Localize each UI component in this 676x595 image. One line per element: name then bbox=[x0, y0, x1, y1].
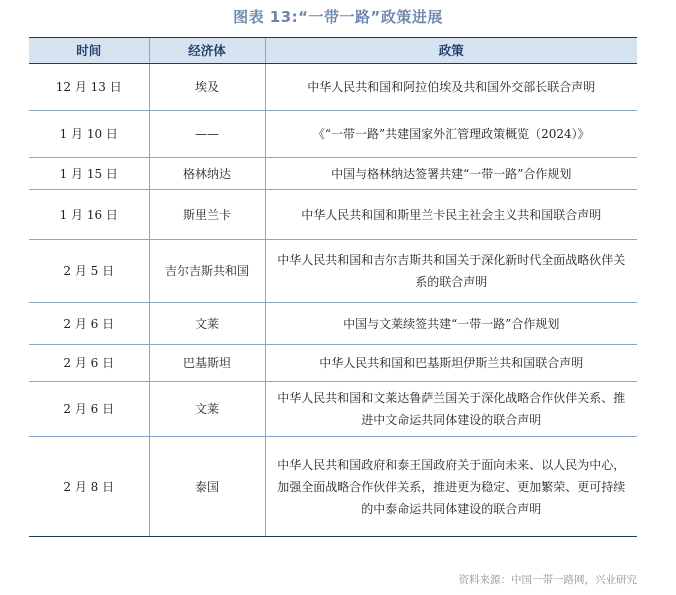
row-policy: 中华人民共和国和阿拉伯埃及共和国外交部长联合声明 bbox=[265, 64, 637, 111]
table-row bbox=[29, 190, 637, 240]
row-economy: 吉尔吉斯共和国 bbox=[149, 240, 265, 303]
row-date: 2 月 5 日 bbox=[29, 240, 149, 303]
row-date: 12 月 13 日 bbox=[29, 64, 149, 111]
row-policy: 中国与文莱续签共建“一带一路”合作规划 bbox=[265, 303, 637, 345]
row-date: 1 月 15 日 bbox=[29, 158, 149, 190]
row-policy: 中华人民共和国和文莱达鲁萨兰国关于深化战略合作伙伴关系、推进中文命运共同体建设的联合声明 bbox=[265, 382, 637, 437]
table-row bbox=[29, 158, 637, 190]
table-row bbox=[29, 303, 637, 345]
row-policy: 中国与格林纳达签署共建“一带一路”合作规划 bbox=[265, 158, 637, 190]
row-economy: 埃及 bbox=[149, 64, 265, 111]
row-policy: 中华人民共和国政府和泰王国政府关于面向未来、以人民为中心，加强全面战略合作伙伴关系，推进更为稳定、更加繁荣、更可持续的中泰命运共同体建设的联合声明 bbox=[265, 437, 637, 537]
row-economy: 泰国 bbox=[149, 437, 265, 537]
row-date: 1 月 10 日 bbox=[29, 111, 149, 158]
source-note: 资料来源：中国一带一路网，兴业研究 bbox=[458, 574, 637, 586]
table-row bbox=[29, 437, 637, 537]
row-economy: 格林纳达 bbox=[149, 158, 265, 190]
row-economy: 文莱 bbox=[149, 303, 265, 345]
row-date: 2 月 6 日 bbox=[29, 382, 149, 437]
header-policy: 政策 bbox=[265, 38, 637, 64]
row-date: 1 月 16 日 bbox=[29, 190, 149, 240]
table-row bbox=[29, 240, 637, 303]
policy-table bbox=[29, 37, 637, 537]
table-row bbox=[29, 111, 637, 158]
row-policy: 中华人民共和国和吉尔吉斯共和国关于深化新时代全面战略伙伴关系的联合声明 bbox=[265, 240, 637, 303]
row-date: 2 月 8 日 bbox=[29, 437, 149, 537]
row-date: 2 月 6 日 bbox=[29, 303, 149, 345]
row-policy: 《“一带一路”共建国家外汇管理政策概览（2024）》 bbox=[265, 111, 637, 158]
row-policy: 中华人民共和国和巴基斯坦伊斯兰共和国联合声明 bbox=[265, 345, 637, 382]
row-economy: —— bbox=[149, 111, 265, 158]
table-row bbox=[29, 345, 637, 382]
table-header bbox=[29, 38, 637, 64]
table-row bbox=[29, 64, 637, 111]
row-economy: 巴基斯坦 bbox=[149, 345, 265, 382]
figure-title: 图表 13:“一带一路”政策进展 bbox=[233, 8, 443, 26]
header-date: 时间 bbox=[29, 38, 149, 64]
header-row bbox=[29, 38, 637, 64]
row-policy: 中华人民共和国和斯里兰卡民主社会主义共和国联合声明 bbox=[265, 190, 637, 240]
table-body bbox=[29, 64, 637, 537]
row-date: 2 月 6 日 bbox=[29, 345, 149, 382]
header-economy: 经济体 bbox=[149, 38, 265, 64]
table-row bbox=[29, 382, 637, 437]
row-economy: 文莱 bbox=[149, 382, 265, 437]
row-economy: 斯里兰卡 bbox=[149, 190, 265, 240]
